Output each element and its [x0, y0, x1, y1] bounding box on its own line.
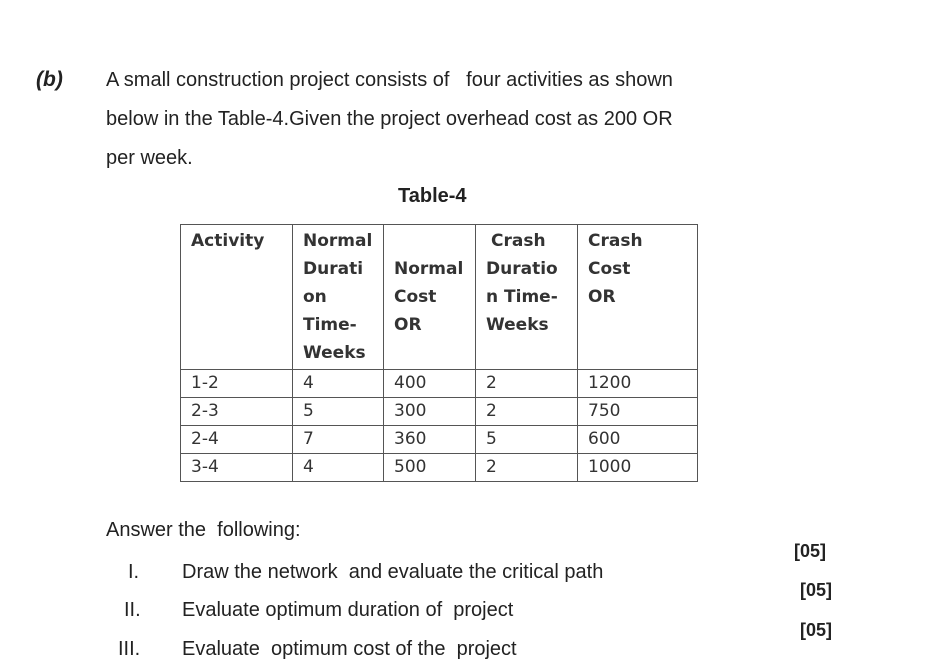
table-cell: 1000: [578, 454, 698, 482]
table-cell: 360: [384, 426, 476, 454]
activity-table: [180, 224, 698, 482]
question-paragraph-line: A small construction project consists of four activities as shown: [106, 69, 673, 91]
question-item-text: Evaluate optimum cost of the project: [182, 638, 517, 660]
header-line: Duratio: [486, 259, 558, 279]
question-item-number: II.: [124, 599, 141, 621]
table-cell: 2: [476, 454, 578, 482]
table-cell: 2: [476, 398, 578, 426]
header-activity: [181, 225, 293, 370]
header-line: Weeks: [303, 343, 366, 363]
header-line: Activity: [191, 231, 265, 251]
header-line: Crash: [491, 231, 546, 251]
marks-label: [05]: [800, 580, 833, 600]
table-cell: 600: [578, 426, 698, 454]
header-line: Crash: [588, 231, 643, 251]
question-item-text: Evaluate optimum duration of project: [182, 599, 514, 621]
table-row: [181, 370, 698, 398]
header-line: Cost: [588, 259, 631, 279]
header-line: Weeks: [486, 315, 549, 335]
header-crash-duration: [476, 225, 578, 370]
table-cell: 2-3: [181, 398, 293, 426]
question-item-text: Draw the network and evaluate the critical path: [182, 561, 604, 583]
marks-label: [05]: [794, 541, 827, 561]
table-cell: 5: [293, 398, 384, 426]
table-row: [181, 454, 698, 482]
table-cell: 7: [293, 426, 384, 454]
table-cell: 4: [293, 454, 384, 482]
answer-intro: Answer the following:: [106, 519, 301, 541]
header-line: Normal: [303, 231, 373, 251]
table-cell: 750: [578, 398, 698, 426]
header-line: n Time-: [486, 287, 558, 307]
table-title: Table-4: [398, 185, 467, 207]
table-cell: 500: [384, 454, 476, 482]
question-part-label: (b): [36, 68, 63, 91]
table-header-row: [181, 225, 698, 370]
header-line: Time-: [303, 315, 357, 335]
table-cell: 2: [476, 370, 578, 398]
table-cell: 1-2: [181, 370, 293, 398]
table-cell: 1200: [578, 370, 698, 398]
table-cell: 5: [476, 426, 578, 454]
header-line: OR: [394, 315, 422, 335]
header-line: OR: [588, 287, 616, 307]
question-item-number: I.: [128, 561, 140, 583]
table-cell: 400: [384, 370, 476, 398]
header-line: Cost: [394, 287, 437, 307]
question-paragraph-line: below in the Table-4.Given the project overhead cost as 200 OR: [106, 108, 673, 130]
header-normal-cost: [384, 225, 476, 370]
table-cell: 2-4: [181, 426, 293, 454]
table-row: [181, 426, 698, 454]
header-line: Durati: [303, 259, 364, 279]
table-cell: 4: [293, 370, 384, 398]
table-cell: 300: [384, 398, 476, 426]
question-paragraph-line: per week.: [106, 147, 193, 169]
question-item-number: III.: [118, 638, 141, 660]
table-row: [181, 398, 698, 426]
header-crash-cost: [578, 225, 698, 370]
table-cell: 3-4: [181, 454, 293, 482]
header-line: on: [303, 287, 327, 307]
marks-label: [05]: [800, 620, 833, 640]
header-normal-duration: [293, 225, 384, 370]
header-line: Normal: [394, 259, 464, 279]
